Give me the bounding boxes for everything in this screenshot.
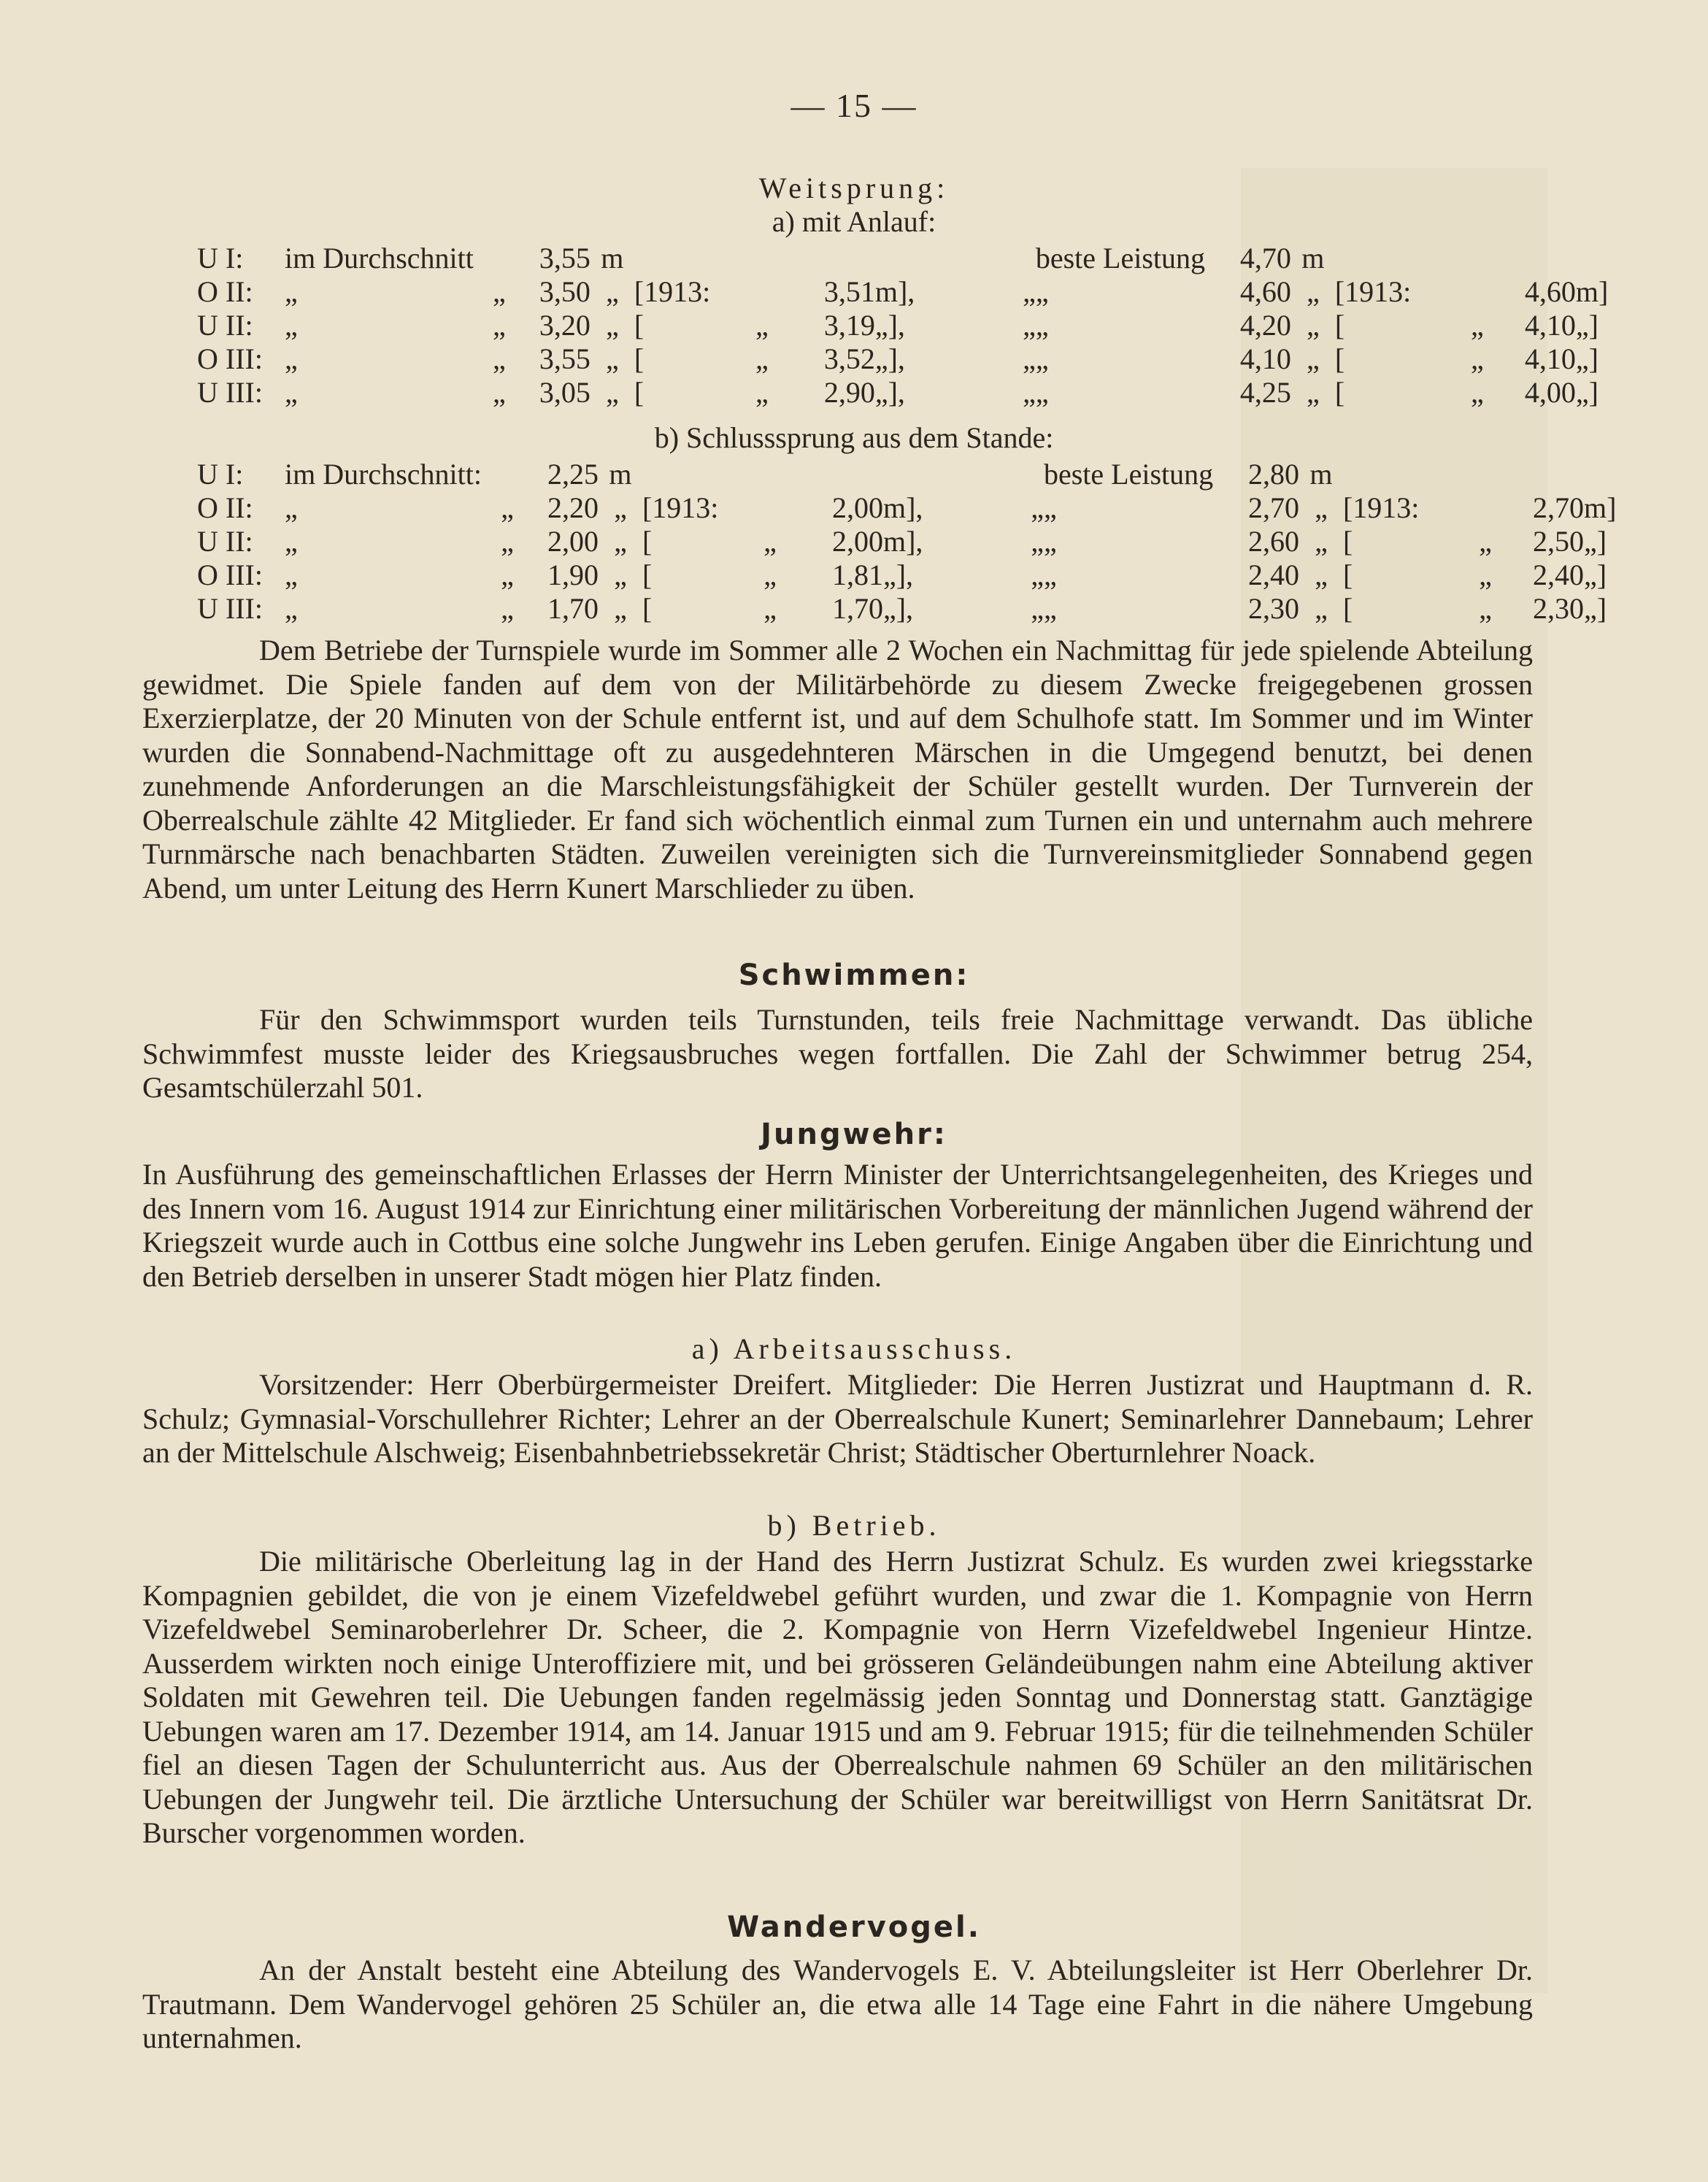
cell-q2: „ [1023,275,1036,308]
cell-prev-close: „], [882,558,914,591]
cell-label: „ [285,275,298,308]
cell-prev-close [883,457,956,491]
cell-best-unit: „ [1315,525,1328,558]
cell-bprev-val [1511,457,1584,491]
cell-best-unit: m [1309,458,1333,491]
cell-best-unit: „ [1306,376,1320,409]
cell-bprev-close: „] [1583,592,1607,625]
cell-best-label: „ [1035,309,1049,342]
result-row [197,558,1616,591]
cell-prev-q [736,241,788,274]
cell-bprev-val: 4,10 [1524,342,1576,375]
cell-best-val: 4,70 [1239,242,1291,274]
cell-prev-val [788,241,875,274]
cell-unit: „ [614,558,627,591]
cell-label: „ [285,309,298,342]
cell-unit: „ [614,491,627,524]
cell-q2: „ [1031,558,1044,591]
arbeitsausschuss-subheading: a) Arbeitsausschuss. [691,1332,1017,1365]
cell-bprev-close: „] [1575,376,1599,409]
cell-cls: O II: [197,491,253,524]
jungwehr-heading: Jungwehr: [761,1118,947,1151]
cell-val: 2,20 [547,491,599,524]
cell-bprev-open: [1913: [1342,491,1420,524]
cell-bprev-open: [1913: [1334,275,1412,308]
cell-prev-open: [1913: [642,491,719,524]
arbeitsausschuss-paragraph: Vorsitzender: Herr Oberbürgermeister Dreifert. Mitglieder: Die Herren Justizrat und Hauptmann d. R. Schulz; Gymnasial-Vorschullehrer Richter; Lehrer an der Oberrealschule Kunert; Seminarlehrer Dannebaum; Lehrer an der Mittelschule Alschweig; Eisenbahnbetriebssekretär Christ; Städtischer Oberturnlehrer Noack. [142,1368,1533,1469]
cell-best-unit: „ [1315,558,1328,591]
cell-bprev-open: [ [1334,309,1345,342]
cell-bprev-open: [ [1342,558,1353,591]
cell-bprev-close: „] [1583,525,1607,558]
cell-best-val: 2,40 [1247,558,1299,591]
cell-best-val: 2,60 [1247,525,1299,558]
cell-q1 [482,457,533,491]
cell-label: „ [285,592,298,625]
cell-unit: m [609,458,632,491]
cell-best-unit: „ [1315,592,1328,625]
cell-cls: O III: [197,558,263,591]
cell-label: „ [285,525,298,558]
cell-prev-val: 1,81 [831,558,883,591]
result-row [197,274,1608,308]
cell-prev-q [745,457,796,491]
result-row [197,241,1608,274]
cell-prev-val: 2,00 [831,491,883,524]
cell-q1: „ [492,275,506,308]
cell-label: im Durchschnitt: [285,458,482,491]
cell-bprev-val: 4,00 [1524,376,1576,409]
cell-bprev-val: 2,40 [1532,558,1584,591]
cell-prev-close: m], [882,525,923,558]
cell-bprev-close: m] [1575,275,1609,308]
cell-q1: „ [501,592,514,625]
cell-q1: „ [492,309,506,342]
cell-best-val: 2,80 [1247,458,1299,491]
cell-best-val: 4,25 [1239,376,1291,409]
cell-bprev-open: [ [1342,592,1353,625]
cell-bprev-val: 2,70 [1532,491,1584,524]
result-row [197,375,1608,409]
cell-prev-q: „ [755,376,769,409]
cell-val: 3,50 [539,275,591,308]
cell-bprev-q: „ [1479,525,1492,558]
cell-unit: „ [614,592,627,625]
cell-prev-val: 2,00 [831,525,883,558]
cell-cls: O III: [197,342,263,375]
cell-prev-q: „ [763,558,777,591]
cell-best-label: beste Leistung [1035,242,1206,274]
cell-prev-close: „], [874,342,905,375]
cell-best-label: „ [1035,376,1049,409]
cell-bprev-close: „] [1583,558,1607,591]
cell-bprev-q [1460,457,1511,491]
cell-unit: „ [614,525,627,558]
schwimmen-paragraph: Für den Schwimmsport wurden teils Turnstunden, teils freie Nachmittage verwandt. Das übliche Schwimmfest musste leider des Kriegsausbruches wegen fortfallen. Die Zahl der Schwimmer betrug 254, Gesamtschülerzahl 501. [142,1003,1533,1104]
cell-best-label: „ [1035,342,1049,375]
cell-prev-close: „], [874,376,905,409]
weitsprung-b-table [197,457,1616,625]
cell-unit: „ [605,342,619,375]
cell-prev-q [745,491,796,524]
cell-val: 3,55 [539,342,591,375]
cell-val: 3,20 [539,309,591,342]
cell-q1 [474,241,525,274]
cell-best-unit: „ [1306,309,1320,342]
cell-q1: „ [492,376,506,409]
cell-prev-val: 3,19 [823,309,875,342]
cell-bprev-q: „ [1470,309,1484,342]
cell-q2: „ [1023,376,1036,409]
cell-cls: U I: [197,458,244,491]
cell-bprev-q [1452,241,1503,274]
cell-prev-val: 1,70 [831,592,883,625]
cell-prev-val: 3,52 [823,342,875,375]
cell-prev-val: 3,51 [823,275,875,308]
schwimmen-heading: Schwimmen: [738,959,970,992]
cell-prev-close: m], [874,275,915,308]
cell-prev-q [736,274,788,308]
page-number: — 15 — [790,87,918,124]
cell-best-label: „ [1035,275,1049,308]
wandervogel-heading: Wandervogel. [727,1910,981,1944]
cell-prev-close: „], [874,309,905,342]
cell-bprev-close [1584,457,1616,491]
cell-q1: „ [492,342,506,375]
cell-bprev-q: „ [1479,558,1492,591]
cell-label: „ [285,376,298,409]
cell-label: im Durchschnitt [285,242,474,274]
result-row [197,591,1616,625]
result-row [197,457,1616,491]
cell-bprev-val: 4,60 [1524,275,1576,308]
cell-best-unit: m [1301,242,1325,274]
cell-bprev-q: „ [1479,592,1492,625]
cell-bprev-q: „ [1470,342,1484,375]
cell-best-label: „ [1043,491,1057,524]
cell-q2: „ [1031,525,1044,558]
cell-cls: U III: [197,592,263,625]
cell-best-label: beste Leistung [1043,458,1214,491]
cell-bprev-open: [ [1334,376,1345,409]
cell-unit: „ [605,309,619,342]
cell-cls: U I: [197,242,244,274]
cell-prev-open [634,241,736,274]
weitsprung-heading: Weitsprung: [758,172,950,204]
cell-val: 1,70 [547,592,599,625]
cell-q2: „ [1023,309,1036,342]
cell-prev-open: [ [634,376,645,409]
cell-q2: „ [1031,592,1044,625]
turnspiele-paragraph: Dem Betriebe der Turnspiele wurde im Sommer alle 2 Wochen ein Nachmittag für jede spielende Abteilung gewidmet. Die Spiele fanden auf dem von der Militärbehörde zu diesem Zwecke freigegebenen grossen Exerzierplatze, der 20 Minuten von der Schule entfernt ist, und auf dem Schulhofe statt. Im Sommer und im Winter wurden die Sonnabend-Nachmittage oft zu ausgedehnteren Märschen in die Umgegend benutzt, bei denen zunehmende Anforderungen an die Marschleistungsfähigkeit der Schüler gestellt wurden. Der Turnverein der Oberrealschule zählte 42 Mitglieder. Er fand sich wöchentlich einmal zum Turnen ein und unternahm auch mehrere Turnmärsche nach benachbarten Städten. Zuweilen vereinigten sich die Turnvereinsmitglieder Sonnabend gegen Abend, um unter Leitung des Herrn Kunert Marschlieder zu üben. [142,634,1533,904]
cell-bprev-q [1460,491,1511,524]
cell-unit: m [601,242,624,274]
cell-q2 [956,457,1044,491]
cell-val: 2,25 [547,458,599,491]
jungwehr-paragraph: In Ausführung des gemeinschaftlichen Erlasses der Herrn Minister der Unterrichtsangelegenheiten, des Krieges und des Innern vom 16. August 1914 zur Einrichtung einer militärischen Vorbereitung der männlichen Jugend während der Kriegszeit wurde auch in Cottbus eine solche Jungwehr ins Leben gerufen. Einige Angaben über die Einrichtung und den Betrieb derselben in unserer Stadt mögen hier Platz finden. [142,1158,1533,1293]
cell-prev-open: [ [642,558,653,591]
cell-prev-close: m], [882,491,923,524]
cell-cls: U II: [197,309,253,342]
cell-bprev-close: m] [1583,491,1617,524]
cell-best-val: 4,10 [1239,342,1291,375]
weitsprung-a-table [197,241,1608,409]
cell-prev-open: [ [634,309,645,342]
cell-prev-val: 2,90 [823,376,875,409]
cell-q2: „ [1023,342,1036,375]
cell-q1: „ [501,558,514,591]
cell-bprev-close [1576,241,1608,274]
cell-prev-val [796,457,883,491]
cell-prev-open: [ [634,342,645,375]
cell-bprev-open: [ [1334,342,1345,375]
cell-best-val: 4,60 [1239,275,1291,308]
cell-prev-q: „ [755,342,769,375]
wandervogel-paragraph: An der Anstalt besteht eine Abteilung des Wandervogels E. V. Abteilungsleiter ist Herr Oberlehrer Dr. Trautmann. Dem Wandervogel gehören 25 Schüler an, die etwa alle 14 Tage eine Fahrt in die nähere Umgebung unternahmen. [142,1954,1533,2054]
betrieb-subheading: b) Betrieb. [767,1509,941,1542]
cell-q2: „ [1031,491,1044,524]
cell-prev-q: „ [763,525,777,558]
result-row [197,342,1608,375]
cell-unit: „ [605,275,619,308]
cell-bprev-q [1452,274,1503,308]
cell-prev-q: „ [755,309,769,342]
cell-prev-open: [ [642,525,653,558]
betrieb-paragraph: Die militärische Oberleitung lag in der Hand des Herrn Justizrat Schulz. Es wurden zwei kriegsstarke Kompagnien gebildet, die von je einem Vizefeldwebel geführt wurden, und zwar die 1. Kompagnie von Herrn Vizefeldwebel Seminaroberlehrer Dr. Scheer, die 2. Kompagnie von Herrn Vizefeldwebel Ingenieur Hintze. Ausserdem wirkten noch einige Unteroffiziere mit, und bei grösseren Geländeübungen nahm eine Abteilung aktiver Soldaten mit Gewehren teil. Die Uebungen fanden regelmässig jeden Sonntag und Donnerstag statt. Ganztägige Uebungen waren am 17. Dezember 1914, am 14. Januar 1915 und am 9. Februar 1915; für die teilnehmenden Schüler fiel an diesen Tagen der Schulunterricht aus. Aus der Oberrealschule nahmen 69 Schüler an den militärischen Uebungen der Jungwehr teil. Die ärztliche Untersuchung der Schüler war bereitwilligst von Herrn Sanitätsrat Dr. Burscher vorgenommen worden. [142,1545,1533,1849]
cell-cls: U II: [197,525,253,558]
cell-bprev-close: „] [1575,342,1599,375]
cell-prev-close [875,241,948,274]
weitsprung-b-subheading: b) Schlusssprung aus dem Stande: [654,421,1054,454]
cell-val: 3,55 [539,242,591,274]
cell-best-unit: „ [1306,342,1320,375]
cell-best-val: 2,70 [1247,491,1299,524]
result-row [197,524,1616,558]
cell-label: „ [285,558,298,591]
cell-unit: „ [605,376,619,409]
cell-best-label: „ [1043,525,1057,558]
cell-best-unit: „ [1315,491,1328,524]
weitsprung-a-subheading: a) mit Anlauf: [772,205,936,238]
cell-best-val: 2,30 [1247,592,1299,625]
cell-bprev-val: 4,10 [1524,309,1576,342]
cell-prev-open [642,457,745,491]
result-row [197,308,1608,342]
cell-best-unit: „ [1306,275,1320,308]
cell-bprev-val [1503,241,1576,274]
cell-prev-q: „ [763,592,777,625]
cell-bprev-val: 2,30 [1532,592,1584,625]
cell-bprev-q: „ [1470,376,1484,409]
cell-val: 3,05 [539,376,591,409]
cell-val: 2,00 [547,525,599,558]
cell-best-label: „ [1043,558,1057,591]
cell-cls: O II: [197,275,253,308]
cell-best-label: „ [1043,592,1057,625]
cell-label: „ [285,491,298,524]
cell-cls: U III: [197,376,263,409]
cell-val: 1,90 [547,558,599,591]
cell-prev-open: [ [642,592,653,625]
cell-bprev-open [1335,241,1452,274]
cell-bprev-val: 2,50 [1532,525,1584,558]
cell-bprev-open: [ [1342,525,1353,558]
cell-bprev-open [1343,457,1460,491]
cell-prev-open: [1913: [634,275,711,308]
cell-q1: „ [501,491,514,524]
cell-q2 [948,241,1036,274]
cell-q1: „ [501,525,514,558]
cell-best-val: 4,20 [1239,309,1291,342]
cell-label: „ [285,342,298,375]
result-row [197,491,1616,524]
cell-prev-close: „], [882,592,914,625]
cell-bprev-close: „] [1575,309,1599,342]
